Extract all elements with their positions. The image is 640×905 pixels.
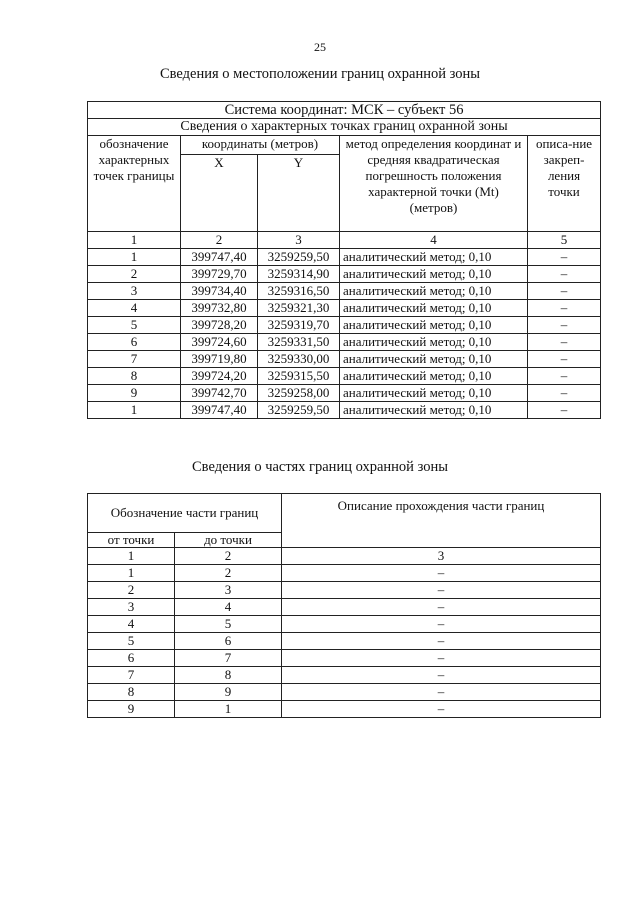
table-row: [88, 701, 601, 718]
y-cell: 3259316,50: [258, 283, 340, 300]
col-number: 1: [88, 548, 175, 565]
from-cell: 6: [88, 650, 175, 667]
method-cell: аналитический метод; 0,10: [340, 249, 528, 266]
header-method: метод определения координат и средняя квадратическая погрешность положения характерной точки (Mt) (метров): [340, 136, 528, 232]
y-cell: 3259258,00: [258, 385, 340, 402]
table-row: [88, 582, 601, 599]
desc-cell: –: [528, 368, 601, 385]
desc-cell: –: [528, 266, 601, 283]
point-cell: 1: [88, 402, 181, 419]
desc-cell: –: [282, 650, 601, 667]
to-cell: 8: [175, 667, 282, 684]
desc-cell: –: [282, 565, 601, 582]
table-row: [88, 684, 601, 701]
table-row: [88, 633, 601, 650]
col-number: 2: [181, 232, 258, 249]
col-number: 3: [282, 548, 601, 565]
from-cell: 9: [88, 701, 175, 718]
method-cell: аналитический метод; 0,10: [340, 334, 528, 351]
header-desc: описа-ние закреп-ления точки: [528, 136, 601, 232]
header-from: от точки: [88, 533, 175, 548]
from-cell: 1: [88, 565, 175, 582]
coordinates-table: [87, 101, 601, 419]
method-cell: аналитический метод; 0,10: [340, 283, 528, 300]
desc-cell: –: [528, 334, 601, 351]
header-description: Описание прохождения части границ: [282, 494, 601, 548]
x-cell: 399742,70: [181, 385, 258, 402]
table-row: [88, 249, 601, 266]
point-cell: 7: [88, 351, 181, 368]
from-cell: 3: [88, 599, 175, 616]
col-number: 3: [258, 232, 340, 249]
from-cell: 8: [88, 684, 175, 701]
table-row: [88, 565, 601, 582]
desc-cell: –: [528, 351, 601, 368]
table-row: [88, 616, 601, 633]
point-cell: 3: [88, 283, 181, 300]
table-row: [88, 334, 601, 351]
header-coords: координаты (метров): [181, 136, 340, 155]
y-cell: 3259315,50: [258, 368, 340, 385]
point-cell: 9: [88, 385, 181, 402]
table-row: [88, 283, 601, 300]
to-cell: 4: [175, 599, 282, 616]
desc-cell: –: [282, 633, 601, 650]
to-cell: 1: [175, 701, 282, 718]
y-cell: 3259321,30: [258, 300, 340, 317]
from-cell: 5: [88, 633, 175, 650]
table-row: [88, 300, 601, 317]
header-designation: Обозначение части границ: [88, 494, 282, 533]
method-cell: аналитический метод; 0,10: [340, 317, 528, 334]
col-number: 2: [175, 548, 282, 565]
desc-cell: –: [528, 300, 601, 317]
boundary-parts-table: [87, 493, 601, 718]
x-cell: 399734,40: [181, 283, 258, 300]
table-row: [88, 368, 601, 385]
coordinate-system: Система координат: МСК – субъект 56: [88, 102, 601, 119]
x-cell: 399724,20: [181, 368, 258, 385]
desc-cell: –: [282, 599, 601, 616]
table-row: [88, 667, 601, 684]
table-subtitle: Сведения о характерных точках границ охранной зоны: [88, 119, 601, 136]
y-cell: 3259314,90: [258, 266, 340, 283]
section1-title: Сведения о местоположении границ охранной зоны: [159, 66, 480, 82]
point-cell: 8: [88, 368, 181, 385]
y-cell: 3259331,50: [258, 334, 340, 351]
x-cell: 399747,40: [181, 402, 258, 419]
to-cell: 7: [175, 650, 282, 667]
point-cell: 2: [88, 266, 181, 283]
desc-cell: –: [528, 249, 601, 266]
from-cell: 7: [88, 667, 175, 684]
desc-cell: –: [282, 616, 601, 633]
table-row: [88, 351, 601, 368]
to-cell: 2: [175, 565, 282, 582]
col-number: 1: [88, 232, 181, 249]
to-cell: 9: [175, 684, 282, 701]
from-cell: 4: [88, 616, 175, 633]
to-cell: 5: [175, 616, 282, 633]
method-cell: аналитический метод; 0,10: [340, 266, 528, 283]
page-number: 25: [314, 40, 326, 54]
desc-cell: –: [528, 385, 601, 402]
table-row: [88, 385, 601, 402]
x-cell: 399729,70: [181, 266, 258, 283]
x-cell: 399732,80: [181, 300, 258, 317]
point-cell: 5: [88, 317, 181, 334]
y-cell: 3259259,50: [258, 249, 340, 266]
y-cell: 3259330,00: [258, 351, 340, 368]
method-cell: аналитический метод; 0,10: [340, 402, 528, 419]
point-cell: 1: [88, 249, 181, 266]
table-row: [88, 266, 601, 283]
desc-cell: –: [528, 402, 601, 419]
header-y: Y: [258, 155, 340, 232]
method-cell: аналитический метод; 0,10: [340, 300, 528, 317]
x-cell: 399747,40: [181, 249, 258, 266]
table-row: [88, 317, 601, 334]
table-row: [88, 650, 601, 667]
x-cell: 399719,80: [181, 351, 258, 368]
to-cell: 6: [175, 633, 282, 650]
table-row: [88, 599, 601, 616]
col-number: 4: [340, 232, 528, 249]
method-cell: аналитический метод; 0,10: [340, 385, 528, 402]
desc-cell: –: [282, 667, 601, 684]
point-cell: 4: [88, 300, 181, 317]
header-point: обозначение характерных точек границы: [88, 136, 181, 232]
desc-cell: –: [528, 317, 601, 334]
header-x: X: [181, 155, 258, 232]
desc-cell: –: [282, 582, 601, 599]
to-cell: 3: [175, 582, 282, 599]
desc-cell: –: [282, 701, 601, 718]
desc-cell: –: [528, 283, 601, 300]
desc-cell: –: [282, 684, 601, 701]
y-cell: 3259259,50: [258, 402, 340, 419]
col-number: 5: [528, 232, 601, 249]
point-cell: 6: [88, 334, 181, 351]
table-row: [88, 402, 601, 419]
x-cell: 399728,20: [181, 317, 258, 334]
section2-title: Сведения о частях границ охранной зоны: [192, 459, 448, 475]
method-cell: аналитический метод; 0,10: [340, 351, 528, 368]
from-cell: 2: [88, 582, 175, 599]
header-to: до точки: [175, 533, 282, 548]
x-cell: 399724,60: [181, 334, 258, 351]
y-cell: 3259319,70: [258, 317, 340, 334]
method-cell: аналитический метод; 0,10: [340, 368, 528, 385]
